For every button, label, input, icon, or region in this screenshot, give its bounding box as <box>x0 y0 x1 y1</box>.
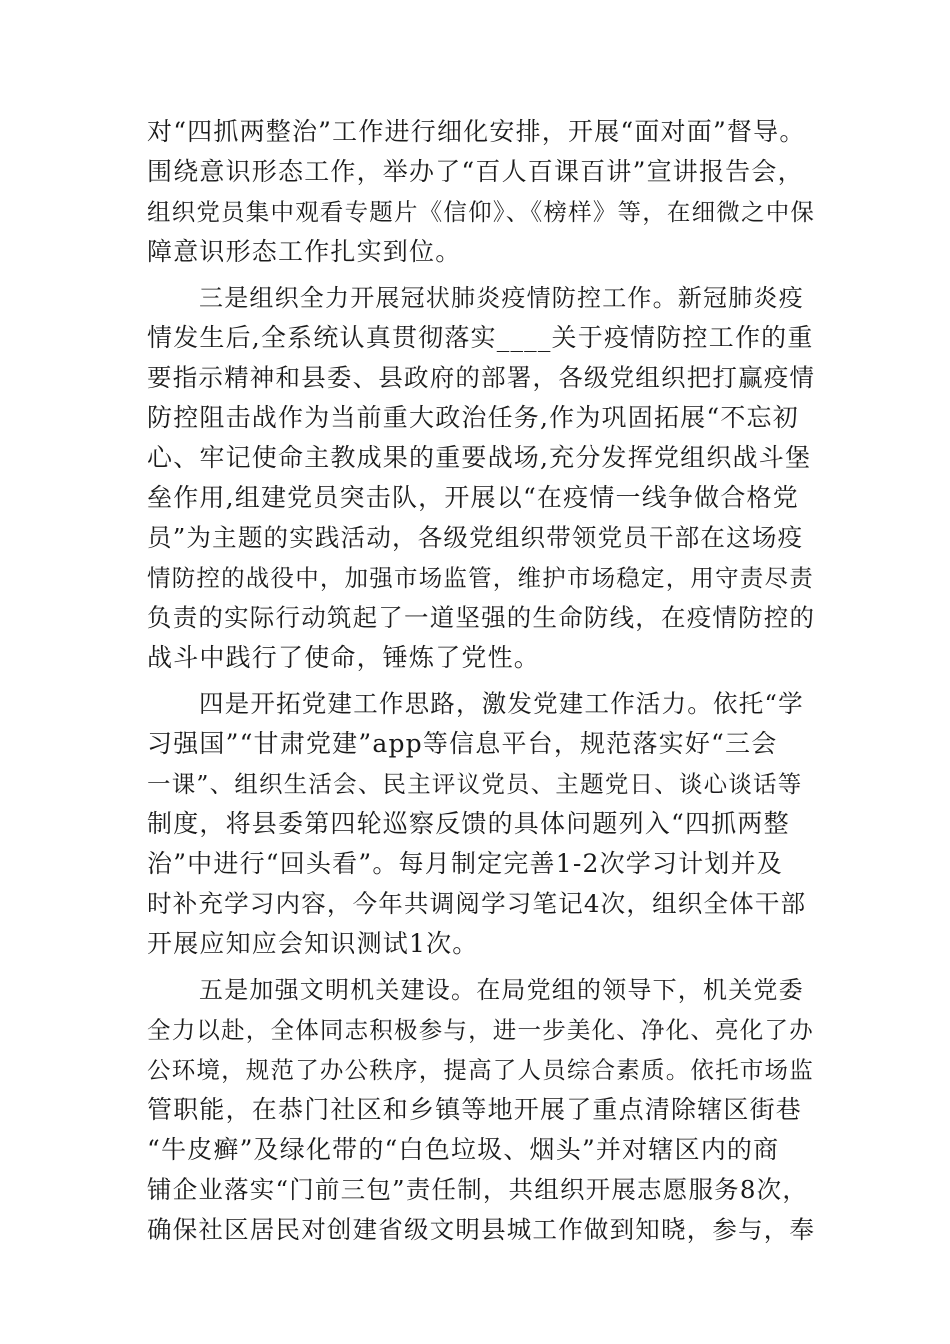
paragraph-epidemic-control <box>147 278 815 678</box>
text-line: 障意识形态工作扎实到位。 <box>147 237 462 266</box>
text-line: 制度，将县委第四轮巡察反馈的具体问题列入“四抓两整 <box>147 809 790 838</box>
text-line: 情防控的战役中，加强市场监管，维护市场稳定，用守责尽责 <box>147 564 814 592</box>
text-line: 要指示精神和县委、县政府的部署，各级党组织把打赢疫情 <box>147 363 816 392</box>
text-line: 对“四抓两整治”工作进行细化安排，开展“面对面”督导。 <box>147 117 806 146</box>
paragraph-civilized-organ <box>147 970 815 1250</box>
text-line: 情发生后,全系统认真贯彻落实____关于疫情防控工作的重 <box>147 323 814 352</box>
text-line: 治”中进行“回头看”。每月制定完善1-2次学习计划并及 <box>147 849 784 878</box>
text-line: 全力以赴，全体同志积极参与，进一步美化、净化、亮化了办 <box>147 1016 814 1044</box>
text-line: 员”为主题的实践活动，各级党组织带领党员干部在这场疫 <box>147 523 804 552</box>
paragraph-1-continuation <box>147 112 815 272</box>
text-line: 组织党员集中观看专题片《信仰》、《榜样》等，在细微之中保 <box>147 198 816 226</box>
text-line: 一课”、组织生活会、民主评议党员、主题党日、谈心谈话等 <box>147 770 803 798</box>
text-line: 开展应知应会知识测试1次。 <box>147 929 479 958</box>
text-line: 四是开拓党建工作思路，激发党建工作活力。依托“学 <box>199 689 804 718</box>
text-line: 五是加强文明机关建设。在局党组的领导下，机关党委 <box>199 976 804 1004</box>
text-line: 心、牢记使命主教成果的重要战场,充分发挥党组织战斗堡 <box>147 443 812 472</box>
text-line: 三是组织全力开展冠状肺炎疫情防控工作。新冠肺炎疫 <box>199 284 804 312</box>
text-line: 负责的实际行动筑起了一道坚强的生命防线，在疫情防控的 <box>147 603 816 632</box>
text-line: “牛皮癣”及绿化带的“白色垃圾、烟头”并对辖区内的商 <box>147 1135 780 1164</box>
paragraph-party-building <box>147 684 815 964</box>
text-line: 垒作用,组建党员突击队，开展以“在疫情一线争做合格党 <box>147 483 799 512</box>
text-line: 公环境，规范了办公秩序，提高了人员综合素质。依托市场监 <box>147 1056 814 1084</box>
text-line: 管职能，在恭门社区和乡镇等地开展了重点清除辖区街巷 <box>147 1095 803 1124</box>
text-line: 习强国”“甘肃党建”app等信息平台，规范落实好“三会 <box>147 729 778 758</box>
text-line: 防控阻击战作为当前重大政治任务,作为巩固拓展“不忘初 <box>147 403 799 432</box>
text-line: 围绕意识形态工作，举办了“百人百课百讲”宣讲报告会， <box>147 157 804 186</box>
text-line: 确保社区居民对创建省级文明县城工作做到知晓，参与，奉 <box>147 1215 816 1244</box>
text-line: 时补充学习内容，今年共调阅学习笔记4次，组织全体干部 <box>147 889 807 918</box>
text-line: 战斗中践行了使命，锤炼了党性。 <box>147 643 541 672</box>
text-line: 铺企业落实“门前三包”责任制，共组织开展志愿服务8次， <box>147 1175 809 1204</box>
body-text <box>147 112 815 1250</box>
